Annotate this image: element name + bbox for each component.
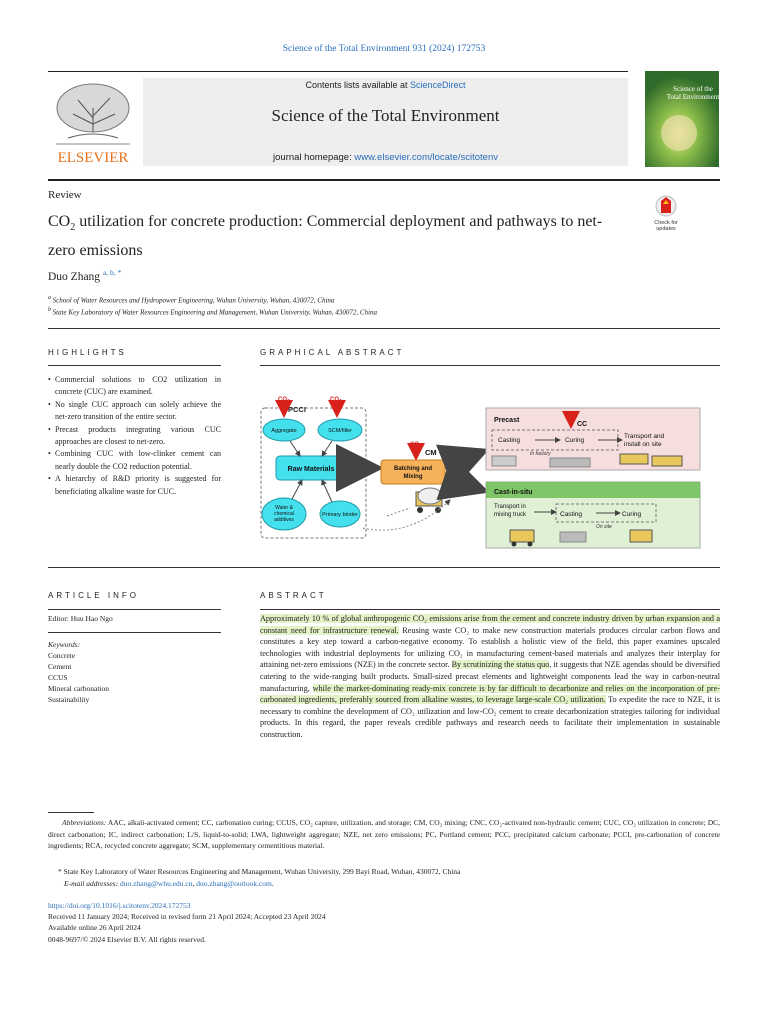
elsevier-wordmark: ELSEVIER	[57, 150, 129, 166]
affiliation-b	[48, 307, 377, 316]
cover-title-line2: Total Environment	[666, 93, 719, 101]
email-footnote: E-mail addresses: duo.zhang@whu.edu.cn, duo.zhang@outlook.com.	[64, 879, 274, 888]
abstract-segment: To expedite the race to NZE, it is necessary to combine the development of CO₂ utilization and low-CO₂ cement to create decarbonization strategies tailoring for individual products. In this regard, the paper reveals credible pathways and research needs to facilitate their implementation in sustainable construction.	[260, 695, 720, 739]
abstract-highlight: while the market-dominating ready-mix concrete is by far difficult to decarbonize and relies on the incorporation of pre-carbonated ingredients, preferably sourced from alkaline wastes, to leverage large-scale CO₂ utilization.	[260, 683, 720, 705]
title-subscript: 2	[70, 222, 76, 234]
affiliation-mark: b	[48, 307, 51, 313]
sciencedirect-link[interactable]: ScienceDirect	[410, 80, 466, 90]
copyright: 0048-9697/© 2024 Elsevier B.V. All rights reserved.	[48, 934, 206, 944]
keyword-item[interactable]: Concrete	[48, 651, 76, 660]
highlights-heading: HIGHLIGHTS	[48, 348, 127, 357]
transport-install-line1: Transport and	[624, 433, 665, 440]
author-line	[48, 268, 121, 283]
journal-title: Science of the Total Environment	[271, 106, 500, 125]
title-rest: utilization for concrete production: Commercial deployment and pathways to net-zero emissions	[48, 213, 603, 260]
batching-label: Batching and Mixing	[393, 466, 433, 480]
author-affiliation-marks[interactable]: a, b, *	[102, 268, 122, 277]
doi-link[interactable]: https://doi.org/10.1016/j.scitotenv.2024.172753	[48, 901, 191, 910]
email-label: E-mail addresses:	[64, 879, 119, 888]
editor-line: Editor: Huu Hao Ngo	[48, 614, 113, 623]
homepage-link[interactable]: www.elsevier.com/locate/scitotenv	[354, 152, 498, 163]
footnote-rule	[48, 812, 94, 813]
curing-label: Curing	[565, 437, 585, 444]
keywords-block	[48, 639, 109, 705]
graphical-abstract-heading: GRAPHICAL ABSTRACT	[260, 348, 405, 357]
email-link[interactable]: duo.zhang@whu.edu.cn	[119, 879, 193, 888]
list-item: • Commercial solutions to CO2 utilization in concrete (CUC) are examined.	[48, 374, 221, 399]
email-link[interactable]: duo.zhang@outlook.com	[196, 879, 272, 888]
author-name[interactable]: Duo Zhang	[48, 270, 101, 283]
co2-label: CO₂	[278, 397, 290, 403]
cast-in-situ-label: Cast-in-situ	[494, 489, 533, 496]
aggregate-label: Aggregate	[271, 428, 297, 434]
highlights-list	[48, 374, 221, 498]
section-rule	[48, 567, 720, 568]
keyword-item[interactable]: Cement	[48, 662, 72, 671]
mixer-truck-illustration	[416, 488, 442, 513]
contents-line	[143, 80, 628, 90]
corresponding-footnote: * State Key Laboratory of Water Resources Engineering and Management, Wuhan University, 299 Bayi Road, Wuhan, 430072, China	[58, 867, 461, 876]
pcci-label: PCCI	[288, 405, 306, 414]
casting-label: Casting	[560, 511, 583, 518]
binder-label: Primary binder	[322, 512, 358, 518]
journal-reference[interactable]: Science of the Total Environment 931 (2024) 172753	[282, 44, 486, 54]
header-bottom-rule	[48, 179, 720, 181]
available-online: Available online 26 April 2024	[48, 923, 141, 933]
keyword-item[interactable]: Sustainability	[48, 695, 90, 704]
transport-install-line2: install on site	[624, 441, 662, 448]
abbreviations-text: AAC, alkali-activated cement; CC, carbonation curing; CCUS, CO₂ capture, utilization, and storage; CM, CO₂ mixing; CNC, CO₂-activated non-hydraulic cement; CUC, CO₂ utilization in concrete; DC, direct carbonation; IC, indirect carbonation; L/S, liquid-to-solid; LWA, lightweight aggregate; NZE, net zero emissions; PC, Portland cement; PCC, precipitated calcium carbonate; PCCI, pre-carbonation of concrete ingredients; RCA, recycled concrete aggregate; SCM, supplementary cementitious material.	[48, 818, 720, 851]
check-updates-line1: Check for	[654, 220, 678, 226]
batching-node	[381, 460, 445, 484]
article-meta	[48, 900, 326, 945]
abstract-highlight: By scrutinizing the status quo	[451, 660, 550, 670]
graphical-abstract-rule	[260, 365, 720, 366]
curing-label: Curing	[622, 511, 642, 518]
affiliation-mark: a	[48, 295, 51, 301]
header-top-rule	[48, 71, 628, 72]
section-rule	[48, 328, 720, 329]
list-item: • No single CUC approach can solely achieve the net-zero transition of the entire sector.	[48, 399, 221, 424]
co2-label: CO₂	[410, 442, 422, 448]
abbreviations-footnote	[48, 817, 720, 852]
abbreviations-label: Abbreviations:	[62, 818, 107, 827]
transport-truck-line1: Transport in	[494, 504, 526, 510]
journal-cover-thumbnail[interactable]	[645, 71, 719, 167]
graphical-abstract-figure	[260, 368, 720, 554]
article-info-heading: ARTICLE INFO	[48, 591, 139, 600]
scm-label: SCM/filler	[328, 428, 352, 434]
cm-label: CM	[425, 448, 437, 457]
cover-title-line1: Science of the	[673, 85, 713, 93]
precast-label: Precast	[494, 417, 520, 424]
abstract-text	[260, 613, 720, 741]
keywords-label: Keywords:	[48, 640, 81, 649]
on-site-label: On site	[596, 524, 612, 530]
abstract-heading: ABSTRACT	[260, 591, 327, 600]
list-item: • Precast products integrating various CUC approaches are closest to net-zero.	[48, 424, 221, 449]
casting-label: Casting	[498, 437, 521, 444]
highlights-rule	[48, 365, 221, 366]
transport-truck-line2: mixing truck	[494, 512, 527, 518]
keyword-item[interactable]: CCUS	[48, 673, 68, 682]
affiliation-text: School of Water Resources and Hydropower Engineering, Wuhan University, Wuhan, 430072, China	[52, 296, 335, 305]
affiliation-a	[48, 295, 334, 304]
abstract-segment: , it suggests that NZE agendas should be diversified catering to the wide-ranging built products. Small-sized precast elements and lightweight components lead the way in carbon-neutral manufacturing,	[260, 660, 721, 693]
co2-label: CO₂	[330, 397, 342, 403]
elsevier-logo	[48, 78, 138, 166]
homepage-prefix: journal homepage:	[273, 152, 355, 163]
article-title	[48, 210, 618, 262]
check-updates-line2: updates	[656, 226, 676, 232]
abstract-highlight: Approximately 10 % of global anthropogenic CO₂ emissions arise from the cement and concrete industry driven by urban expansion and a constant need for infrastructure renewal.	[260, 614, 720, 635]
keyword-item[interactable]: Mineral carbonation	[48, 684, 110, 693]
abstract-segment: Reusing waste CO₂ to make new construction materials produces circular carbon flows and constitutes a key step toward a carbon-negative economy. To establish a holistic view of the field, this paper examines upscaled technologies with industrial deployments for utilizing CO₂ in manufacturing cement-based materials and analyzes their interplay for attaining net-zero emissions (NZE) in the concrete sector.	[260, 625, 720, 670]
water-label: Water & chemical additives	[274, 505, 294, 523]
article-type: Review	[48, 189, 82, 201]
abstract-rule	[260, 609, 720, 610]
title-co: CO	[48, 213, 71, 230]
history-dates: Received 11 January 2024; Received in revised form 21 April 2024; Accepted 23 April 2024	[48, 912, 326, 922]
raw-materials-label: Raw Materials	[287, 466, 335, 473]
in-factory-label: In factory	[530, 451, 551, 457]
list-item: • A hierarchy of R&D priority is suggested for beneficiating alkaline waste for CUC.	[48, 473, 221, 498]
list-item: • Combining CUC with low-clinker cement can nearly double the CO2 reduction potential.	[48, 448, 221, 473]
affiliation-text: State Key Laboratory of Water Resources Engineering and Management, Wuhan University, Wuhan, 430072, China	[52, 308, 378, 317]
contents-prefix: Contents lists available at	[305, 80, 411, 90]
homepage-line	[143, 152, 628, 163]
cc-label: CC	[577, 421, 588, 428]
co2-label: CO₂	[566, 413, 577, 419]
article-info-rule	[48, 609, 221, 610]
check-for-updates-badge[interactable]	[646, 193, 686, 233]
article-info-rule-2	[48, 632, 221, 633]
